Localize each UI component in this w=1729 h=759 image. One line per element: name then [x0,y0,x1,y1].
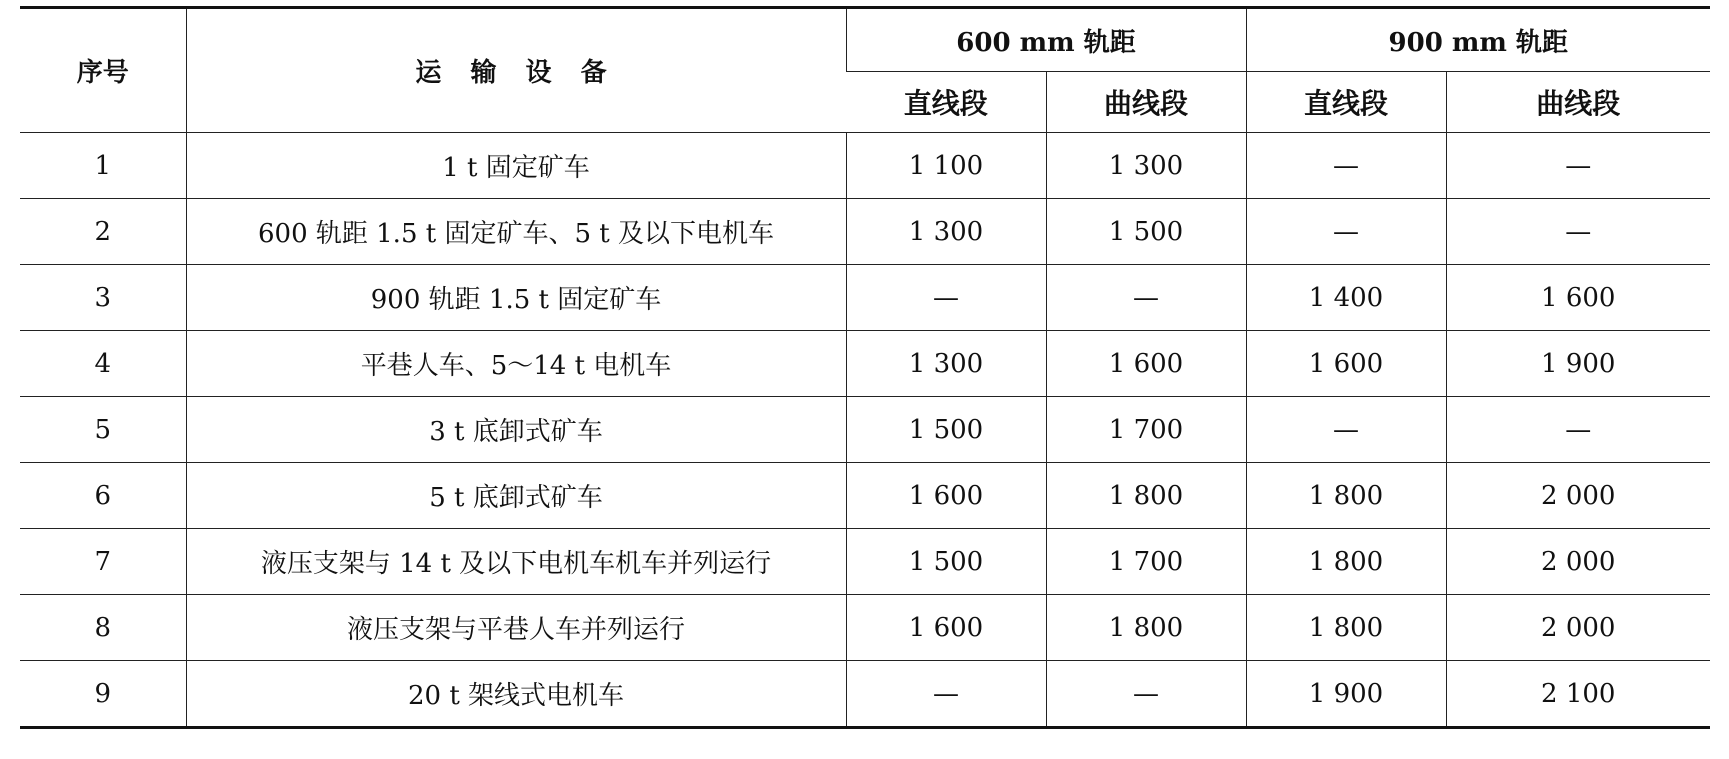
row-equipment: 平巷人车、5～14 t 电机车 [186,331,846,397]
row-number: 7 [20,529,186,595]
row-600-curve: 1 700 [1046,397,1246,463]
row-600-straight: 1 300 [846,199,1046,265]
row-900-curve: 2 100 [1446,661,1710,728]
row-600-straight: 1 600 [846,463,1046,529]
row-number: 8 [20,595,186,661]
row-number: 3 [20,265,186,331]
row-number: 4 [20,331,186,397]
header-600-curve: 曲线段 [1046,72,1246,133]
row-600-curve: 1 800 [1046,463,1246,529]
row-number: 5 [20,397,186,463]
table-row [20,661,1710,728]
row-600-curve: 1 800 [1046,595,1246,661]
row-900-curve: 1 600 [1446,265,1710,331]
row-900-curve: — [1446,133,1710,199]
table-row [20,265,1710,331]
row-900-straight: 1 800 [1246,595,1446,661]
row-600-straight: — [846,661,1046,728]
row-equipment: 20 t 架线式电机车 [186,661,846,728]
header-gauge-900: 900 mm 轨距 [1246,8,1710,72]
data-table-wrapper [20,6,1710,729]
row-equipment: 液压支架与 14 t 及以下电机车机车并列运行 [186,529,846,595]
header-gauge-600: 600 mm 轨距 [846,8,1246,72]
row-equipment: 1 t 固定矿车 [186,133,846,199]
row-900-straight: 1 900 [1246,661,1446,728]
row-900-straight: 1 800 [1246,529,1446,595]
row-number: 6 [20,463,186,529]
table-row [20,397,1710,463]
row-900-curve: 1 900 [1446,331,1710,397]
table-row [20,133,1710,199]
header-600-straight: 直线段 [846,72,1046,133]
row-number: 2 [20,199,186,265]
row-600-curve: 1 500 [1046,199,1246,265]
table-body [20,133,1710,728]
header-900-curve: 曲线段 [1446,72,1710,133]
header-equipment: 运 输 设 备 [186,8,846,133]
row-900-curve: 2 000 [1446,529,1710,595]
row-600-curve: 1 300 [1046,133,1246,199]
row-900-straight: — [1246,199,1446,265]
row-600-straight: — [846,265,1046,331]
table-row [20,529,1710,595]
row-equipment: 600 轨距 1.5 t 固定矿车、5 t 及以下电机车 [186,199,846,265]
row-900-straight: 1 400 [1246,265,1446,331]
row-600-curve: — [1046,265,1246,331]
row-equipment: 900 轨距 1.5 t 固定矿车 [186,265,846,331]
row-number: 9 [20,661,186,728]
row-600-curve: — [1046,661,1246,728]
row-number: 1 [20,133,186,199]
row-900-curve: — [1446,199,1710,265]
row-900-straight: — [1246,397,1446,463]
row-600-straight: 1 500 [846,529,1046,595]
track-spacing-table [20,6,1710,729]
row-equipment: 液压支架与平巷人车并列运行 [186,595,846,661]
row-900-straight: 1 600 [1246,331,1446,397]
table-row [20,199,1710,265]
row-900-straight: 1 800 [1246,463,1446,529]
row-600-straight: 1 500 [846,397,1046,463]
row-600-curve: 1 700 [1046,529,1246,595]
header-seq: 序号 [20,8,186,133]
row-equipment: 5 t 底卸式矿车 [186,463,846,529]
table-row [20,463,1710,529]
row-600-curve: 1 600 [1046,331,1246,397]
header-900-straight: 直线段 [1246,72,1446,133]
row-900-straight: — [1246,133,1446,199]
table-row [20,331,1710,397]
row-900-curve: 2 000 [1446,595,1710,661]
row-900-curve: — [1446,397,1710,463]
row-600-straight: 1 600 [846,595,1046,661]
row-equipment: 3 t 底卸式矿车 [186,397,846,463]
table-header [20,8,1710,133]
row-900-curve: 2 000 [1446,463,1710,529]
row-600-straight: 1 100 [846,133,1046,199]
row-600-straight: 1 300 [846,331,1046,397]
table-row [20,595,1710,661]
